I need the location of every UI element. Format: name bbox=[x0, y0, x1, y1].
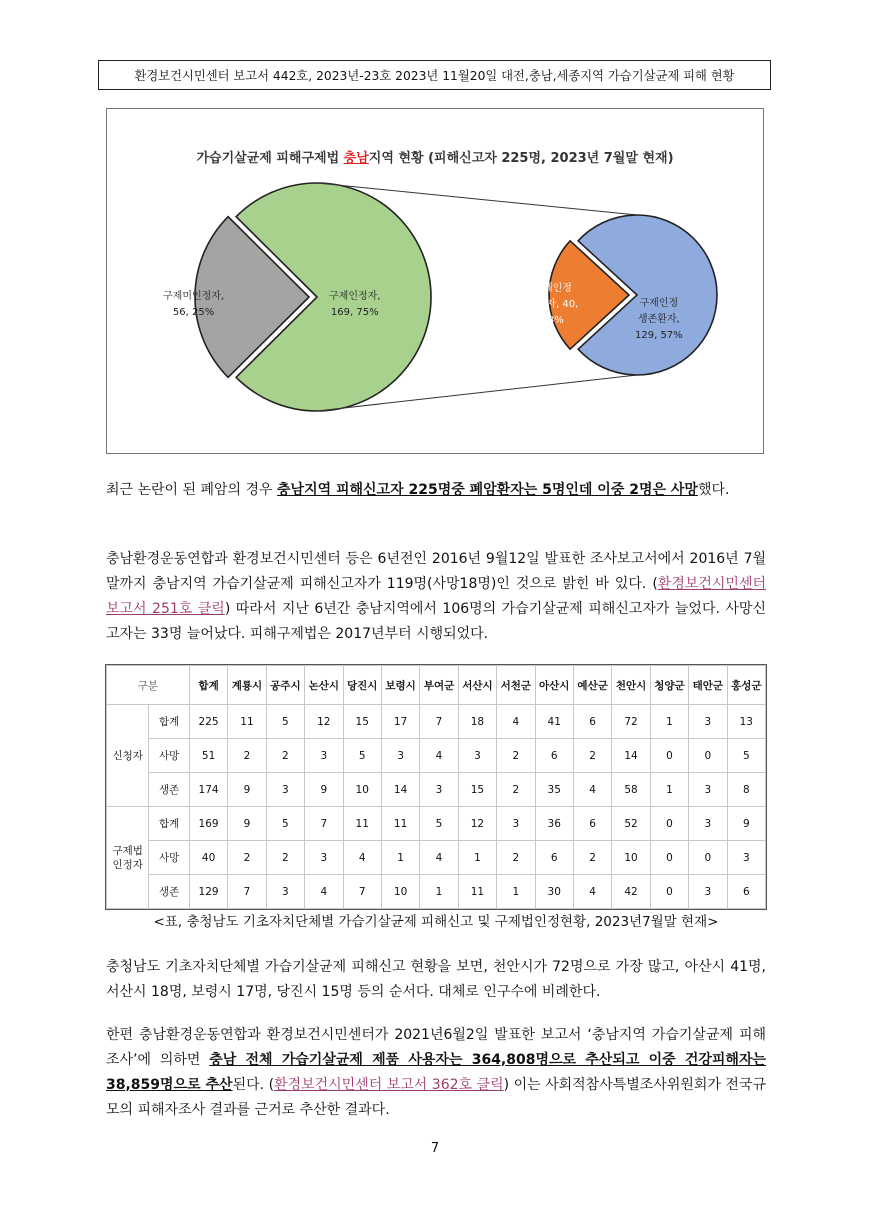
table-cell: 3 bbox=[497, 807, 535, 841]
column-header: 논산시 bbox=[305, 666, 343, 705]
figure-title-pre: 가습기살균제 피해구제법 bbox=[196, 151, 344, 166]
table-row bbox=[107, 739, 766, 773]
table-cell: 30 bbox=[535, 875, 573, 909]
table-cell: 2 bbox=[497, 841, 535, 875]
row-sub-label: 합계 bbox=[149, 705, 189, 739]
table-cell: 2 bbox=[266, 841, 304, 875]
label-deceased-line3: 18% bbox=[541, 315, 564, 326]
table-cell: 225 bbox=[189, 705, 227, 739]
row-group-label: 신청자 bbox=[107, 705, 149, 807]
table-cell: 2 bbox=[497, 773, 535, 807]
table-cell: 169 bbox=[189, 807, 227, 841]
table-cell: 40 bbox=[189, 841, 227, 875]
table-cell: 18 bbox=[458, 705, 496, 739]
table-cell: 1 bbox=[650, 773, 688, 807]
para1-bold: 충남지역 피해신고자 225명중 폐암환자는 5명인데 이중 2명은 사망 bbox=[277, 482, 698, 498]
table-cell: 2 bbox=[228, 841, 266, 875]
table-cell: 42 bbox=[612, 875, 650, 909]
column-header: 청양군 bbox=[650, 666, 688, 705]
column-header: 예산군 bbox=[573, 666, 611, 705]
column-header: 아산시 bbox=[535, 666, 573, 705]
table-cell: 1 bbox=[650, 705, 688, 739]
figure-title-highlight: 충남 bbox=[343, 151, 369, 166]
table-cell: 4 bbox=[573, 773, 611, 807]
paragraph-ranking: 충청남도 기초자치단체별 가습기살균제 피해신고 현황을 보면, 천안시가 72명으로 가장 많고, 아산시 41명, 서산시 18명, 보령시 17명, 당진시 15명 등의 순서다. 대체로 인구수에 비례한다. bbox=[106, 959, 766, 1000]
table-cell: 11 bbox=[458, 875, 496, 909]
table-cell: 174 bbox=[189, 773, 227, 807]
table-cell: 6 bbox=[727, 875, 765, 909]
para2-pre: 충남환경운동연합과 환경보건시민센터 등은 6년전인 2016년 9월12일 발표한 조사보고서에서 2016년 7월말까지 충남지역 가습기살균제 피해신고자가 119명(사망18명)인 것으로 밝힌 바 있다. ( bbox=[106, 551, 766, 592]
report-362-link[interactable]: 환경보건시민센터 보고서 362호 클릭 bbox=[274, 1077, 504, 1093]
row-sub-label: 사망 bbox=[149, 841, 189, 875]
table-cell: 13 bbox=[727, 705, 765, 739]
row-group-label: 구제법 인정자 bbox=[107, 807, 149, 909]
table-cell: 8 bbox=[727, 773, 765, 807]
table-cell: 7 bbox=[305, 807, 343, 841]
para1-post: 했다. bbox=[697, 482, 730, 498]
table-cell: 10 bbox=[612, 841, 650, 875]
table-cell: 12 bbox=[458, 807, 496, 841]
table-cell: 17 bbox=[381, 705, 419, 739]
para1-pre: 최근 논란이 된 폐암의 경우 bbox=[106, 482, 278, 498]
table-cell: 1 bbox=[381, 841, 419, 875]
para2-post: ) 따라서 지난 6년간 충남지역에서 106명의 가습기살균제 피해신고자가 늘었다. 사망신고자는 33명 늘어났다. 피해구제법은 2017년부터 시행되었다. bbox=[106, 601, 766, 642]
label-approved-line2: 169, 75% bbox=[330, 307, 379, 318]
label-survivor-line1: 구제인정 bbox=[639, 298, 679, 309]
table-cell: 10 bbox=[343, 773, 381, 807]
table-cell: 0 bbox=[650, 875, 688, 909]
para4-bold: 충남 전체 가습기살균제 제품 사용자는 364,808명으로 추산되고 이중 건강피해자는 38,859명으로 추산 bbox=[106, 1052, 767, 1093]
table-cell: 3 bbox=[689, 705, 727, 739]
figure-title bbox=[107, 147, 763, 166]
label-not-approved-line2: 56, 25% bbox=[172, 307, 215, 318]
report-header-text: 환경보건시민센터 보고서 442호, 2023년-23호 2023년 11월20일 대전,충남,세종지역 가습기살균제 피해 현황 bbox=[134, 69, 735, 83]
label-survivor-line2: 생존환자, bbox=[637, 314, 680, 325]
table-cell: 5 bbox=[343, 739, 381, 773]
column-header: 계룡시 bbox=[228, 666, 266, 705]
table-cell: 6 bbox=[573, 807, 611, 841]
table-row bbox=[107, 875, 766, 909]
row-sub-label: 사망 bbox=[149, 739, 189, 773]
table-cell: 2 bbox=[573, 739, 611, 773]
table-cell: 0 bbox=[650, 807, 688, 841]
para4-mid: 된다. ( bbox=[232, 1077, 275, 1093]
table-cell: 2 bbox=[497, 739, 535, 773]
table-cell: 72 bbox=[612, 705, 650, 739]
label-approved bbox=[329, 289, 380, 321]
para4-post: ) 이는 사회적참사특별조사위원회가 전국규모의 피해자조사 결과를 근거로 추산한 결과다. bbox=[106, 1077, 766, 1118]
label-not-approved bbox=[163, 289, 224, 321]
table-cell: 0 bbox=[689, 739, 727, 773]
table-cell: 3 bbox=[689, 875, 727, 909]
table-cell: 1 bbox=[420, 875, 458, 909]
paragraph-2016-report bbox=[106, 547, 766, 647]
table-header-row bbox=[107, 666, 766, 705]
column-header: 서천군 bbox=[497, 666, 535, 705]
table-cell: 3 bbox=[266, 773, 304, 807]
table-cell: 51 bbox=[189, 739, 227, 773]
row-sub-label: 합계 bbox=[149, 807, 189, 841]
table-cell: 11 bbox=[228, 705, 266, 739]
table-cell: 5 bbox=[266, 807, 304, 841]
row-sub-label: 생존 bbox=[149, 875, 189, 909]
table-cell: 7 bbox=[420, 705, 458, 739]
column-header: 부여군 bbox=[420, 666, 458, 705]
table-cell: 5 bbox=[727, 739, 765, 773]
table-cell: 5 bbox=[266, 705, 304, 739]
table-cell: 15 bbox=[343, 705, 381, 739]
label-deceased bbox=[527, 281, 578, 329]
table-cell: 3 bbox=[727, 841, 765, 875]
table-cell: 3 bbox=[689, 773, 727, 807]
report-251-link[interactable]: 환경보건시민센터 보고서 251호 클릭 bbox=[106, 576, 766, 617]
table-cell: 6 bbox=[535, 739, 573, 773]
paragraph-lung-cancer bbox=[106, 478, 766, 503]
table-cell: 3 bbox=[381, 739, 419, 773]
table-cell: 3 bbox=[420, 773, 458, 807]
column-header: 태안군 bbox=[689, 666, 727, 705]
table-cell: 4 bbox=[420, 739, 458, 773]
report-header bbox=[98, 60, 771, 90]
label-survivor bbox=[635, 296, 683, 344]
table-cell: 0 bbox=[689, 841, 727, 875]
table-cell: 4 bbox=[305, 875, 343, 909]
table-cell: 129 bbox=[189, 875, 227, 909]
pie-chart-figure bbox=[106, 108, 764, 454]
table-cell: 3 bbox=[689, 807, 727, 841]
table-cell: 5 bbox=[420, 807, 458, 841]
table-cell: 15 bbox=[458, 773, 496, 807]
table-cell: 9 bbox=[228, 773, 266, 807]
table-cell: 2 bbox=[573, 841, 611, 875]
table-cell: 1 bbox=[458, 841, 496, 875]
table-cell: 11 bbox=[381, 807, 419, 841]
table-cell: 4 bbox=[420, 841, 458, 875]
table-row bbox=[107, 807, 766, 841]
table-cell: 9 bbox=[727, 807, 765, 841]
table-cell: 14 bbox=[381, 773, 419, 807]
paragraph-2021-report bbox=[106, 1023, 766, 1123]
table-cell: 9 bbox=[228, 807, 266, 841]
column-header: 서산시 bbox=[458, 666, 496, 705]
label-deceased-line1: 구제인정 bbox=[533, 283, 572, 294]
column-header: 천안시 bbox=[612, 666, 650, 705]
label-deceased-line2: 사망자, 40, bbox=[527, 299, 579, 310]
table-cell: 6 bbox=[573, 705, 611, 739]
table-cell: 41 bbox=[535, 705, 573, 739]
table-row bbox=[107, 773, 766, 807]
table-cell: 35 bbox=[535, 773, 573, 807]
table-cell: 0 bbox=[650, 841, 688, 875]
table-cell: 6 bbox=[535, 841, 573, 875]
table-cell: 3 bbox=[305, 739, 343, 773]
table-cell: 7 bbox=[343, 875, 381, 909]
column-header: 당진시 bbox=[343, 666, 381, 705]
table-cell: 3 bbox=[305, 841, 343, 875]
column-header: 홍성군 bbox=[727, 666, 765, 705]
damage-table bbox=[106, 665, 766, 909]
page-number: 7 bbox=[430, 1141, 440, 1156]
table-cell: 7 bbox=[228, 875, 266, 909]
label-approved-line1: 구제인정자, bbox=[329, 291, 381, 302]
table-cell: 11 bbox=[343, 807, 381, 841]
table-cell: 0 bbox=[650, 739, 688, 773]
table-cell: 14 bbox=[612, 739, 650, 773]
table-caption: <표, 충청남도 기초자치단체별 가습기살균제 피해신고 및 구제법인정현황, 2023년7월말 현재> bbox=[153, 914, 719, 930]
table-cell: 3 bbox=[458, 739, 496, 773]
column-header: 공주시 bbox=[266, 666, 304, 705]
table-cell: 10 bbox=[381, 875, 419, 909]
table-cell: 3 bbox=[266, 875, 304, 909]
table-cell: 4 bbox=[573, 875, 611, 909]
table-cell: 1 bbox=[497, 875, 535, 909]
label-not-approved-line1: 구제미인정자, bbox=[163, 291, 225, 302]
table-cell: 36 bbox=[535, 807, 573, 841]
para4-pre: 한편 충남환경운동연합과 환경보건시민센터가 2021년6월2일 발표한 보고서 ‘충남지역 가습기살균제 피해조사’에 의하면 bbox=[106, 1027, 766, 1068]
table-cell: 2 bbox=[266, 739, 304, 773]
column-header: 합계 bbox=[189, 666, 227, 705]
table-cell: 52 bbox=[612, 807, 650, 841]
table-cell: 2 bbox=[228, 739, 266, 773]
table-row bbox=[107, 841, 766, 875]
table-cell: 12 bbox=[305, 705, 343, 739]
table-cell: 9 bbox=[305, 773, 343, 807]
table-cell: 4 bbox=[497, 705, 535, 739]
column-header: 보령시 bbox=[381, 666, 419, 705]
table-corner: 구분 bbox=[107, 666, 190, 705]
table-cell: 58 bbox=[612, 773, 650, 807]
label-survivor-line3: 129, 57% bbox=[635, 330, 683, 341]
table-row bbox=[107, 705, 766, 739]
figure-title-post: 지역 현황 (피해신고자 225명, 2023년 7월말 현재) bbox=[368, 151, 674, 166]
table-cell: 4 bbox=[343, 841, 381, 875]
row-sub-label: 생존 bbox=[149, 773, 189, 807]
